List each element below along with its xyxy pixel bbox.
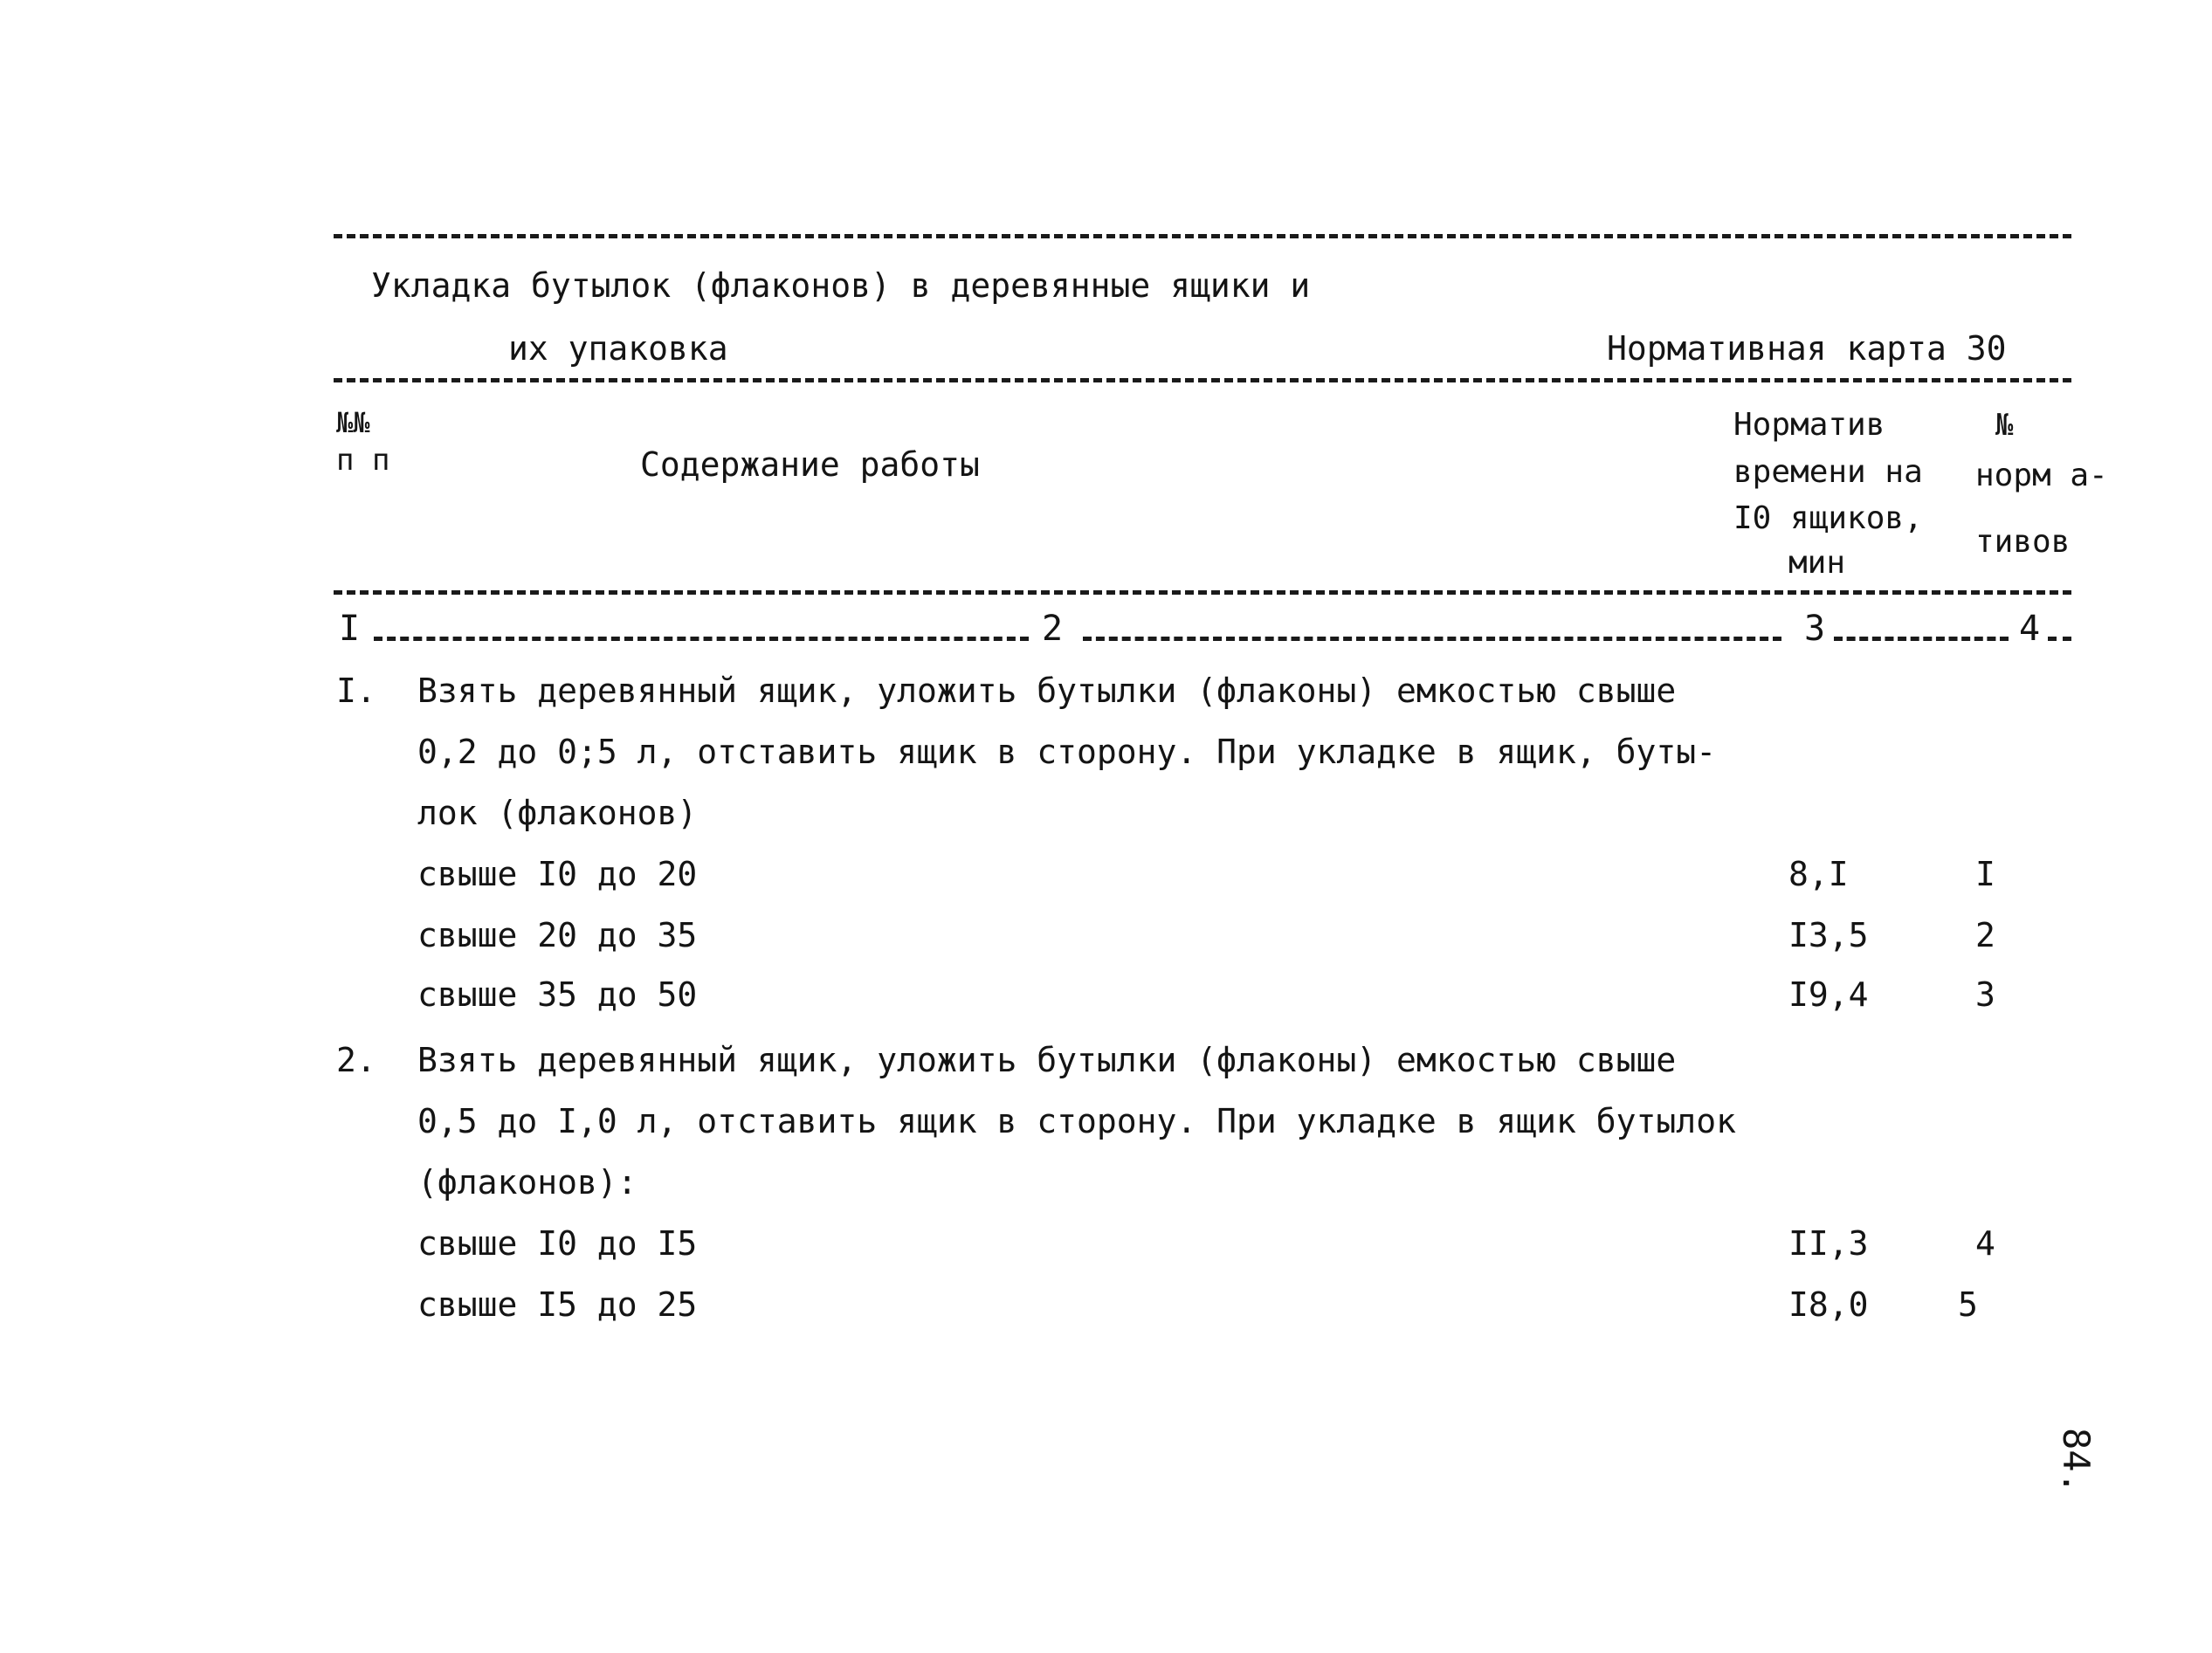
time-value: I9,4 [1788,975,1869,1014]
column-number-1: I [339,609,361,649]
range-label: свыше I0 до 20 [417,855,698,893]
column-number-leader-3 [1834,637,2009,641]
item-text-line: 0,5 до I,0 л, отставить ящик в сторону. При укладке в ящик бутылок [417,1102,1736,1140]
column-number-4: 4 [2019,609,2041,649]
item-text-line: Взять деревянный ящик, уложить бутылки (флаконы) емкостью свыше [417,672,1677,710]
rule-after-title [334,378,2071,382]
col1-header-line2: п п [336,443,390,478]
range-label: свыше I0 до I5 [417,1224,698,1263]
time-value: II,3 [1788,1224,1869,1263]
card-label: Нормативная карта 30 [1607,329,2007,368]
column-number-leader-4 [2048,637,2071,641]
norm-number: I [1975,855,1995,893]
norm-number: 2 [1975,916,1995,954]
norm-number: 5 [1958,1285,1978,1324]
time-value: I3,5 [1788,916,1869,954]
range-label: свыше I5 до 25 [417,1285,698,1324]
item-text-line: лок (флаконов) [417,794,698,832]
item-number: 2. [336,1041,376,1079]
range-label: свыше 35 до 50 [417,975,698,1014]
rule-top [334,234,2071,238]
time-value: I8,0 [1788,1285,1869,1324]
col3-header-line3: I0 ящиков, [1733,500,1923,536]
rule-after-headers [334,590,2071,595]
col3-header-line4: мин [1788,545,1846,581]
document-title-line1: Укладка бутылок (флаконов) в деревянные ящики и [371,266,1311,305]
page-number: 84. [2055,1428,2098,1494]
document-title-line2: их упаковка [508,329,728,368]
item-number: I. [336,672,376,710]
norm-number: 4 [1975,1224,1995,1263]
item-text-line: (флаконов): [417,1163,637,1202]
col3-header-line1: Норматив [1733,407,1885,443]
column-number-leader-1 [374,637,1029,641]
col4-header-line2: норм а- [1975,458,2108,493]
col1-header-line1: №№ [336,406,370,439]
item-text-line: 0,2 до 0;5 л, отставить ящик в сторону. При укладке в ящик, буты- [417,733,1717,771]
column-number-3: 3 [1804,609,1826,649]
norm-number: 3 [1975,975,1995,1014]
item-text-line: Взять деревянный ящик, уложить бутылки (флаконы) емкостью свыше [417,1041,1677,1079]
col3-header-line2: времени на [1733,454,1923,490]
col2-header: Содержание работы [640,445,980,484]
time-value: 8,I [1788,855,1849,893]
col4-header-line1: № [1995,408,2014,443]
column-number-2: 2 [1042,609,1064,649]
col4-header-line3: тивов [1975,524,2071,560]
column-number-leader-2 [1083,637,1781,641]
range-label: свыше 20 до 35 [417,916,698,954]
